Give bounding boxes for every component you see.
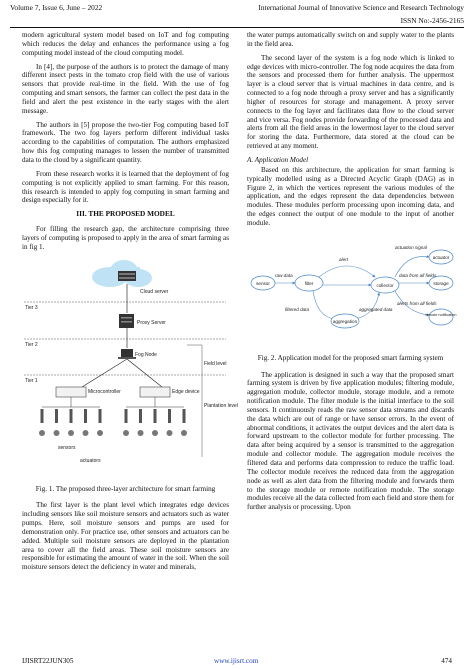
edge-label-data-from-all-fields: data from all fields [399, 272, 437, 278]
water-pump-icon [123, 430, 129, 436]
paragraph: Based on this architecture, the application for smart farming is typically modelled using as a Directed Acyclic Graph (DAG) as in Figure 2, in which the vertices represent the various modules of the application, and the edges represent the data dependencies between modules. These modules perform processing upon incoming data, and the edges connect the output of one module to the input of another module. [247, 165, 454, 227]
edge-label-aggregated-data: aggregated data [359, 306, 393, 312]
paper-id: IJISRT22JUN305 [22, 657, 74, 665]
subsection-heading: A. Application Model [247, 155, 309, 164]
edge-device-icon [140, 387, 170, 397]
water-pump-icon [39, 430, 45, 436]
fog-node-icon [118, 349, 136, 359]
paragraph: For filling the research gap, the architecture comprising three layers of computing is proposed to apply in the area of smart farming as in fig 1. [22, 225, 229, 251]
sensors-label: sensors [58, 444, 76, 451]
soil-sensor-icon [55, 409, 58, 423]
journal-volume: Volume 7, Issue 6, June – 2022 [10, 3, 103, 12]
sensor-row [39, 409, 187, 436]
server-icon [119, 314, 134, 328]
aggregation-label: aggregation [332, 318, 358, 324]
right-column [247, 31, 457, 517]
paragraph: From these research works it is learned that the deployment of fog computing is not explicitly applied to smart farming. For this reason, this research is intended to apply fog computing in smart farming and design especially for it. [22, 169, 229, 205]
collector-label: collector [376, 282, 394, 288]
actuator-label: actuator [432, 254, 450, 260]
microcontroller-icon [56, 387, 86, 397]
water-pump-icon [167, 430, 173, 436]
actuators-label: actuators [80, 457, 101, 464]
fog-node-label: Fog Node [135, 351, 157, 358]
microcontroller-label: Microcontroller [88, 388, 121, 395]
storage-label: storage [433, 280, 449, 286]
figure-1-architecture [22, 257, 238, 482]
tier2-label: Tier 2 [25, 341, 38, 348]
proxy-server-label: Proxy Server [137, 319, 166, 326]
soil-sensor-icon [84, 409, 87, 423]
soil-sensor-icon [154, 409, 157, 423]
edge-label-alerts-from-all-fields: alerts from all fields [397, 300, 437, 306]
tier1-label: Tier 1 [25, 377, 38, 384]
water-pump-icon [152, 430, 158, 436]
soil-sensor-icon [99, 409, 102, 423]
edge-label-alert: alert [339, 256, 348, 262]
paragraph: The authors in [5] propose the two-tier Fog computing based IoT framework. The two fog layers perform different individual tasks according to the capabilities of computation. The authors emphasized how this fog computing manages to lessen the number of transmitted data to the cloud by a significant quantity. [22, 120, 229, 164]
soil-sensor-icon [139, 409, 142, 423]
field-level-label: Field level [204, 360, 227, 367]
water-pump-icon [138, 430, 144, 436]
edge-label-actuation-signal: actuation signal [395, 244, 427, 250]
water-pump-icon [83, 430, 89, 436]
figure-2-caption: Fig. 2. Application model for the proposed smart farming system [257, 353, 444, 362]
soil-sensor-icon [125, 409, 128, 423]
cloud-icon [92, 260, 152, 287]
figure-1-caption: Fig. 1. The proposed three-layer architecture for smart farming [35, 484, 216, 493]
edge-device-label: Edge device [172, 388, 200, 395]
edge-label-raw-data: raw data [275, 272, 293, 278]
plantation-level-label: Plantation level [204, 402, 238, 409]
tier3-label: Tier 3 [25, 304, 38, 311]
cloud-server-label: Cloud server [140, 288, 169, 295]
issn: ISSN No:-2456-2165 [400, 16, 464, 25]
paragraph: the water pumps automatically switch on and supply water to the plants in the field area. [247, 31, 454, 48]
paragraph: The first layer is the plant level which integrates edge devices including sensors like soil moisture sensors and actuators such as water pumps. Here, soil moisture sensors and pumps are used for demonstration only. For practice use, other sensors and actuators can be added. Multiple soil moisture sensors are deployed in the plantation area to cover all the field areas. These soil moisture sensors are responsible for estimating the amount of water in the soil. When the soil moisture sensors detect the deficiency in water and minerals, [22, 501, 229, 572]
figure-2-application-model [247, 233, 457, 351]
soil-sensor-icon [70, 409, 73, 423]
edge-label-filtered-data: filtered data [285, 306, 310, 312]
paragraph: The second layer of the system is a fog node which is linked to edge devices with micro-controller. The fog node acquires the data from the sensors and processed them for further analysis. The uppermost layer is a cloud server that is virtual machines in data centre, and is connected to a fog node through a proxy server and has a significantly higher of resources for storage and management. A proxy server connects to the fog layer and facilitates data flow to the cloud server and vice versa. Fog nodes provide forwarding of the processed data and alerts from all the field areas in the lowermost layer to the cloud server for storing the data. Furthermore, data stored at the cloud can be retrieved at any moment. [247, 53, 454, 151]
page-number: 474 [441, 657, 452, 665]
soil-sensor-icon [168, 409, 171, 423]
soil-sensor-icon [183, 409, 186, 423]
remote-notification-label: remote notification [425, 312, 457, 317]
paragraph: In [4], the purpose of the authors is to protect the damage of many different insect pests in the tomato crop field with the use of various sensors that provide real-time in the field. With the use of fog computing and smart sensors, the farmer can collect the pest data in the field and alert the pest existence in the early stages with the alert message. [22, 62, 229, 115]
journal-title: International Journal of Innovative Science and Research Technology [258, 3, 464, 12]
left-column [22, 31, 238, 577]
water-pump-icon [97, 430, 103, 436]
water-pump-icon [68, 430, 74, 436]
filter-label: filter [304, 280, 314, 286]
header-rule [10, 27, 464, 28]
node-remote-notification [429, 309, 453, 325]
soil-sensor-icon [41, 409, 44, 423]
water-pump-icon [54, 430, 60, 436]
paragraph: modern agricultural system model based on IoT and fog computing which reduces the delay and enhances the performance using a fog computing model instead of the cloud computing model. [22, 31, 229, 57]
section-heading: III. THE PROPOSED MODEL [76, 209, 175, 219]
water-pump-icon [181, 430, 187, 436]
sensor-label: sensor [256, 280, 270, 286]
journal-website-link[interactable]: www.ijisrt.com [214, 657, 259, 665]
paragraph: The application is designed in such a way that the proposed smart farming system is driven by five application modules; filtering module, aggregation module, collector module, storage module, and a remote notification module. The filter module is the initial interface to the soil sensors. It continuously reads the raw sensor data streams and discards the data which are out of range or have sensor errors. In the event of abnormal conditions, it activates the output devices and the alert data is forward upstream to the collector module for further processing. The data after being acquired by a sensor is transmitted to the aggregation module and collector module. The aggregation module receives the filtered data and performs data compression to reduce the traffic load. The collector module receives the reduced data from the aggregation node as well as alert data from the filtering module and forwards them to the storage module or remote notification module. The storage modules receive all the data collected from each field and store them for further analysis or processing. Upon [247, 370, 454, 512]
